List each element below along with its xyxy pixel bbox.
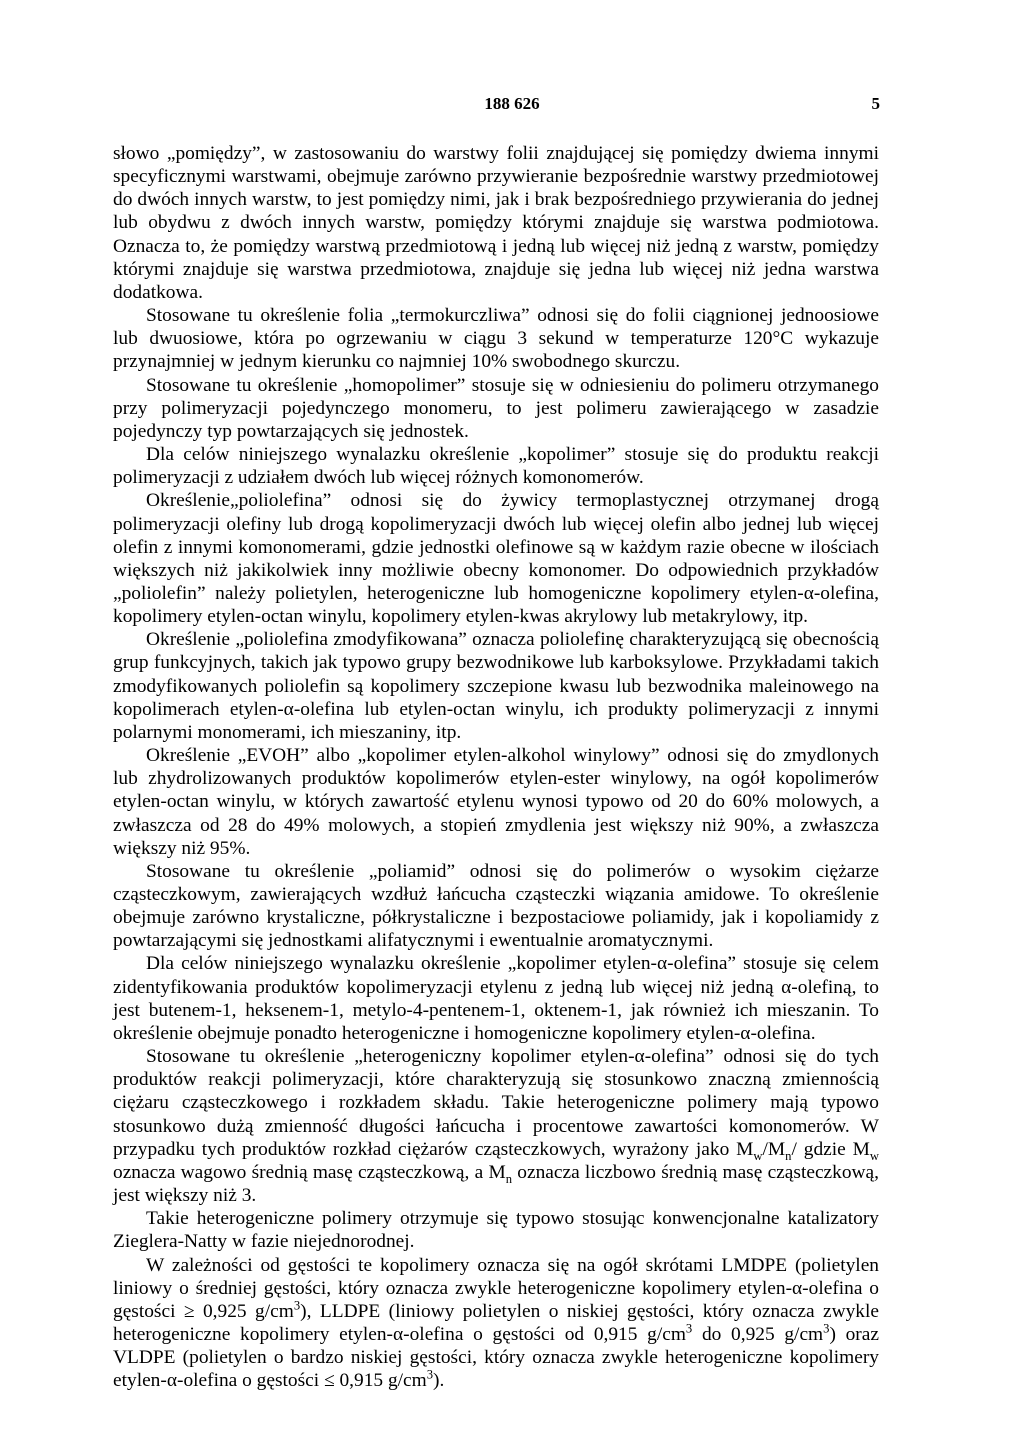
- text-segment: / gdzie M: [791, 1138, 870, 1160]
- paragraph-kopolimer: Dla celów niniejszego wynalazku określenie „kopolimer” stosuje się do produktu reakcji polimeryzacji z udziałem dwóch lub więcej różnych komonomerów.: [113, 444, 879, 489]
- paragraph-heterogeniczny-kopolimer: [113, 1045, 879, 1207]
- paragraph-evoh: Określenie „EVOH” albo „kopolimer etylen-alkohol winylowy” odnosi się do zmydlonych lub zhydrolizowanych produktów kopolimerów etylen-ester winylowy, na ogół kopolimerów etylen-octan winylu, w których zawartość etylenu wynosi typowo od 20 do 60% molowych, a zwłaszcza od 28 do 49% molowych, a stopień zmydlenia jest większy niż 90%, a zwłaszcza większy niż 95%.: [113, 745, 879, 859]
- paragraph-kopolimer-etylen-olefina: Dla celów niniejszego wynalazku określenie „kopolimer etylen-α-olefina” stosuje się celem zidentyfikowania produktów kopolimeryzacji etylenu z jedną lub więcej niż jedną α-olefiną, to jest butenem-1, heksenem-1, metylo-4-pentenem-1, oktenem-1, jak również ich mieszanin. To określenie obejmuje ponadto heterogeniczne i homogeniczne kopolimery etylen-α-olefina.: [113, 953, 879, 1044]
- superscript-3: 3: [823, 1321, 830, 1336]
- paragraph-poliolefina-zmodyfikowana: Określenie „poliolefina zmodyfikowana” oznacza poliolefinę charakteryzującą się obecnością grup funkcyjnych, takich jak typowo grupy bezwodnikowe lub karboksylowe. Przykładami takich zmodyfikowanych poliolefin są kopolimery szczepione kwasu lub bezwodnika maleinowego na kopolimerach etylen-α-olefina lub etylen-octan winylu, ich produkty polimeryzacji z innymi polarnymi monomerami, ich mieszaniny, itp.: [113, 629, 879, 743]
- document-body: [113, 142, 879, 1392]
- page-number: 5: [871, 94, 880, 113]
- subscript-w: w: [753, 1148, 763, 1163]
- paragraph-gestosc: [113, 1254, 879, 1393]
- subscript-n: n: [505, 1171, 513, 1186]
- text-segment: ) oraz VLDPE (polietylen o bardzo niskiej gęstości, który oznacza zwykle heterogeniczne kopolimery etylen-α-olefina o gęstości ≤ 0,915 g/cm: [113, 1323, 879, 1392]
- superscript-3: 3: [685, 1321, 693, 1336]
- subscript-w: w: [869, 1148, 879, 1163]
- text-segment: oznacza wagowo średnią masę cząsteczkową, a M: [113, 1161, 506, 1183]
- superscript-3: 3: [293, 1298, 301, 1313]
- paragraph-poliamid: Stosowane tu określenie „poliamid” odnosi się do polimerów o wysokim ciężarze cząsteczkowym, zawierających wzdłuż łańcucha cząsteczki wiązania amidowe. To określenie obejmuje zarówno krystaliczne, półkrystaliczne i bezpostaciowe poliamidy, jak i kopoliamidy z powtarzającymi się jednostkami alifatycznymi i ewentualnie aromatycznymi.: [113, 860, 879, 952]
- text-segment: /M: [762, 1138, 786, 1160]
- text-segment: oznacza liczbowo średnią masę cząsteczkową, jest większy niż 3.: [113, 1161, 879, 1207]
- text-segment: Stosowane tu określenie „heterogeniczny kopolimer etylen-α-olefina” odnosi się do tych produktów reakcji polimeryzacji, które charakteryzują się stosunkowo znaczną zmiennością ciężaru cząsteczkowego i rozkładem składu. Takie heterogeniczne polimery mają typowo stosunkowo dużą zmienność długości łańcucha i procentowe zawartości komonomerów. W przypadku tych produktów rozkład ciężarów cząsteczkowych, wyrażony jako M: [113, 1046, 879, 1160]
- page-header: [0, 94, 1024, 118]
- paragraph-ziegler-natta: Takie heterogeniczne polimery otrzymuje się typowo stosując konwencjonalne katalizatory Zieglera-Natty w fazie niejednorodnej.: [113, 1208, 879, 1253]
- paragraph-poliolefina: Określenie„poliolefina” odnosi się do żywicy termoplastycznej otrzymanej drogą polimeryzacji olefiny lub drogą kopolimeryzacji dwóch lub więcej olefin albo jednej lub więcej olefin z innymi komonomerami, gdzie jednostki olefinowe są w każdym razie obecne w ilościach większych niż jakikolwiek inny możliwie obecny komonomer. Do odpowiednich przykładów „poliolefin” należy polietylen, heterogeniczne lub homogeniczne kopolimery etylen-α-olefina, kopolimery etylen-octan winylu, kopolimery etylen-kwas akrylowy lub metakrylowy, itp.: [113, 490, 879, 628]
- paragraph-homopolimer: Stosowane tu określenie „homopolimer” stosuje się w odniesieniu do polimeru otrzymanego przy polimeryzacji pojedynczego monomeru, to jest polimeru zawierającego w zasadzie pojedynczy typ powtarzających się jednostek.: [113, 374, 879, 442]
- subscript-n: n: [785, 1148, 792, 1163]
- superscript-3: 3: [426, 1367, 434, 1382]
- text-segment: do 0,925 g/cm: [692, 1323, 824, 1345]
- text-segment: ), LLDPE (liniowy polietylen o niskiej gęstości, który oznacza zwykle heterogeniczne kopolimery etylen-α-olefina o gęstości od 0,915 g/cm: [113, 1300, 879, 1345]
- text-segment: ).: [433, 1370, 445, 1392]
- paragraph-1: słowo „pomiędzy”, w zastosowaniu do warstwy folii znajdującej się pomiędzy dwiema innymi specyficznymi warstwami, obejmuje zarówno przywieranie bezpośrednie warstwy przedmiotowej do dwóch innych warstw, to jest pomiędzy nimi, jak i brak bezpośredniego przywierania do jednej lub obydwu z dwóch innych warstw, pomiędzy którymi znajduje się warstwa podmiotowa. Oznacza to, że pomiędzy warstwą przedmiotową i jedną lub więcej niż jedną z warstw, pomiędzy którymi znajduje się warstwa przedmiotowa, znajduje się jedna lub więcej niż jedna warstwa dodatkowa.: [113, 143, 879, 303]
- document-number: 188 626: [484, 94, 540, 113]
- text-segment: W zależności od gęstości te kopolimery oznacza się na ogół skrótami LMDPE (polietylen liniowy o średniej gęstości, który oznacza zwykle heterogeniczne kopolimery etylen-α-olefina o gęstości ≥ 0,925 g/cm: [113, 1254, 879, 1322]
- paragraph-termokurczliwa: Stosowane tu określenie folia „termokurczliwa” odnosi się do folii ciągnionej jednoosiowe lub dwuosiowe, która po ogrzewaniu w ciągu 3 sekund w temperaturze 120°C wykazuje przynajmniej w jednym kierunku co najmniej 10% swobodnego skurczu.: [113, 305, 879, 373]
